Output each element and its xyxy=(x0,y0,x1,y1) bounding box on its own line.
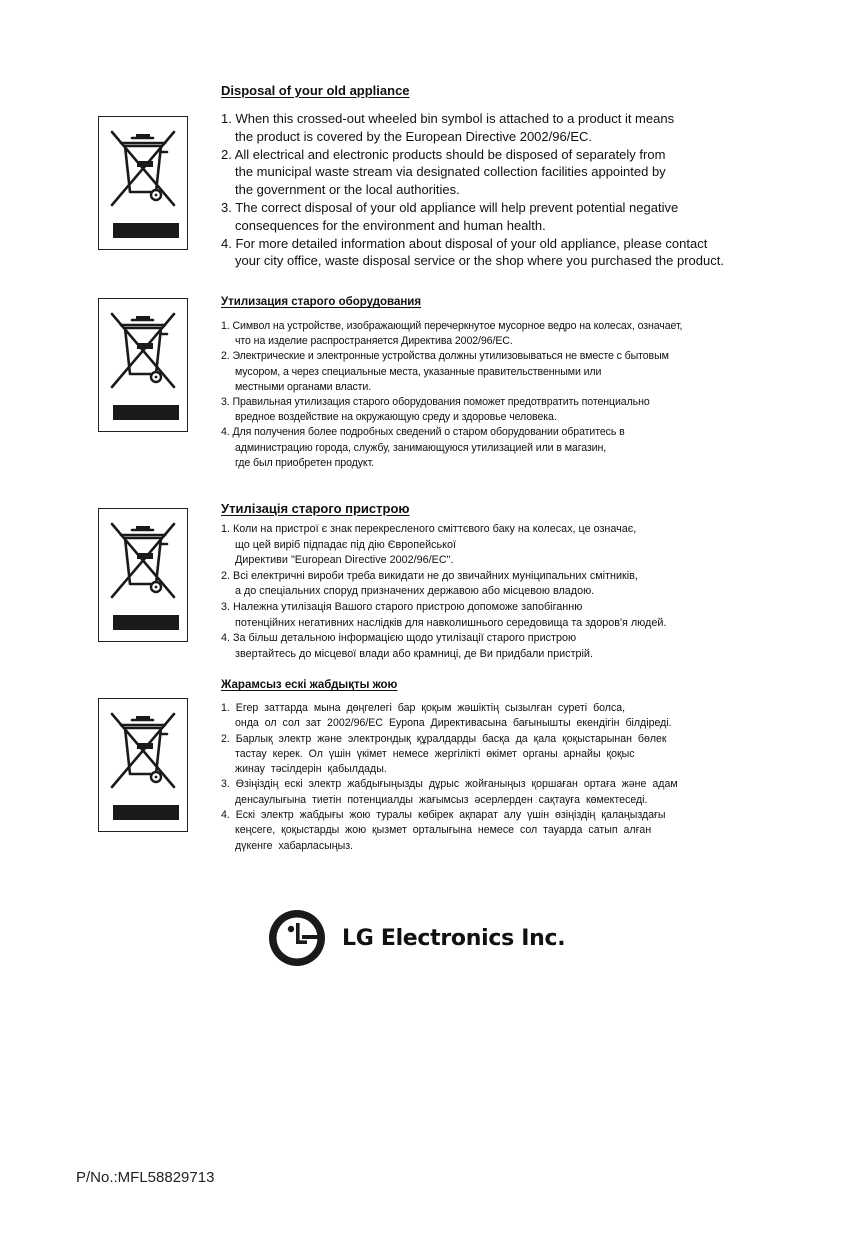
instruction-continuation: the government or the local authorities. xyxy=(235,182,460,198)
instruction-continuation: потенційних негативних наслідків для навколишнього середовища та здоров'я людей. xyxy=(235,616,667,629)
instruction-item xyxy=(221,777,678,808)
crossed-out-wheeled-bin-icon xyxy=(98,116,188,250)
instruction-line: 4. Ескі электр жабдығы жою туралы көбірек ақпарат алу үшін өзіңіздің қалаңыздағы xyxy=(221,809,666,822)
company-name: LG Electronics Inc. xyxy=(342,925,566,951)
instruction-continuation: your city office, waste disposal service or the shop where you purchased the product. xyxy=(235,253,724,269)
instruction-continuation: Директиви "European Directive 2002/96/EC". xyxy=(235,554,454,567)
instruction-continuation: где был приобретен продукт. xyxy=(235,456,375,469)
instruction-continuation: местными органами власти. xyxy=(235,380,372,393)
instruction-item xyxy=(221,146,724,199)
instruction-list xyxy=(221,522,666,662)
instruction-line: 3. The correct disposal of your old appliance will help prevent potential negative xyxy=(221,199,679,215)
instruction-continuation: the municipal waste stream via designated collection facilities appointed by xyxy=(235,164,666,180)
instruction-item xyxy=(221,522,666,569)
instruction-line: 1. Егер заттарда мына дөңгелегі бар қоқым жәшіктің сызылған суреті болса, xyxy=(221,702,626,714)
instruction-list xyxy=(221,319,682,471)
instruction-continuation: дүкенге хабарласыңыз. xyxy=(235,839,354,852)
instruction-item xyxy=(221,600,666,631)
instruction-line: 4. For more detailed information about disposal of your old appliance, please contact xyxy=(221,235,708,251)
instruction-item xyxy=(221,349,682,395)
instruction-continuation: мусором, а через специальные места, указанные правительственными или xyxy=(235,365,602,378)
instruction-item xyxy=(221,319,682,349)
instruction-line: 1. Коли на пристрої є знак перекресленого сміттєвого баку на колесах, це означає, xyxy=(221,523,637,535)
instruction-continuation: вредное воздействие на окружающую среду и здоровье человека. xyxy=(235,411,557,424)
crossed-out-wheeled-bin-icon xyxy=(98,698,188,832)
instruction-item xyxy=(221,701,678,732)
instruction-line: 1. When this crossed-out wheeled bin symbol is attached to a product it means xyxy=(221,111,675,126)
instruction-continuation: звертайтесь до місцевої влади або крамниці, де Ви придбали пристрій. xyxy=(235,647,593,660)
crossed-out-wheeled-bin-icon xyxy=(98,508,188,642)
instruction-item xyxy=(221,425,682,471)
instruction-line: 2. Электрические и электронные устройства должны утилизовываться не вместе с бытовым xyxy=(221,350,669,363)
instruction-line: 2. Барлық электр және электрондық құралдарды басқа да қала қоқыстарынан бөлек xyxy=(221,732,667,745)
instruction-item xyxy=(221,110,724,146)
instruction-continuation: що цей виріб підпадає під дію Європейської xyxy=(235,538,457,551)
instruction-line: 4. Для получения более подробных сведений о старом оборудовании обратитесь в xyxy=(221,426,625,439)
instruction-continuation: денсаулығына тиетін потенциалды жағымсыз әсерлерден сақтауға көмектеседі. xyxy=(235,793,648,806)
instruction-continuation: что на изделие распространяется Директива 2002/96/EC. xyxy=(235,335,513,348)
instruction-continuation: тастау керек. Ол үшін үкімет немесе жергілікті өкімет органы арнайы қоқыс xyxy=(235,747,635,760)
instruction-line: 3. Належна утилізація Вашого старого пристрою допоможе запобіганню xyxy=(221,600,583,613)
instruction-continuation: кеңсеге, қоқыстарды жою қызмет орталығына немесе сол тауарда сатып алған xyxy=(235,824,652,837)
section-heading: Жарамсыз ескі жабдықты жою xyxy=(221,679,398,691)
instruction-continuation: онда ол сол зат 2002/96/EC Еуропа Директивасына бағынышты екендігін білдіреді. xyxy=(235,717,672,730)
instruction-continuation: consequences for the environment and human health. xyxy=(235,217,546,233)
crossed-out-wheeled-bin-icon xyxy=(98,298,188,432)
instruction-item xyxy=(221,808,678,854)
instruction-item xyxy=(221,569,666,600)
instruction-item xyxy=(221,395,682,425)
instruction-item xyxy=(221,235,724,271)
instruction-item xyxy=(221,199,724,235)
instruction-list xyxy=(221,110,724,270)
instruction-line: 3. Правильная утилизация старого оборудования поможет предотвратить потенциально xyxy=(221,396,650,409)
lg-logo-icon xyxy=(268,909,326,967)
instruction-continuation: а до спеціальних споруд призначених державою або місцевою владою. xyxy=(235,585,595,598)
part-number: P/No.:MFL58829713 xyxy=(76,1169,215,1186)
instruction-list xyxy=(221,701,678,854)
instruction-continuation: жинау тәсілдерін қабылдады. xyxy=(235,763,387,776)
instruction-line: 3. Өзіңіздің ескі электр жабдығыңызды дұрыс жойғаныңыз қоршаған ортаға және адам xyxy=(221,778,678,791)
instruction-item xyxy=(221,631,666,662)
section-heading: Утилизация старого оборудования xyxy=(221,296,422,308)
instruction-line: 2. All electrical and electronic products should be disposed of separately from xyxy=(221,146,666,162)
section-heading: Утилізація старого пристрою xyxy=(221,501,410,516)
instruction-line: 1. Символ на устройстве, изображающий перечеркнутое мусорное ведро на колесах, означает, xyxy=(221,320,683,332)
instruction-item xyxy=(221,732,678,778)
instruction-line: 2. Всі електричні вироби треба викидати не до звичайних муніципальних смітників, xyxy=(221,569,638,582)
section-heading: Disposal of your old appliance xyxy=(221,83,410,98)
instruction-continuation: администрацию города, службу, занимающуюся утилизацией или в магазин, xyxy=(235,441,607,454)
instruction-continuation: the product is covered by the European Directive 2002/96/EC. xyxy=(235,128,592,144)
company-logo xyxy=(268,909,565,967)
instruction-line: 4. За більш детальною інформацією щодо утилізації старого пристрою xyxy=(221,632,577,645)
